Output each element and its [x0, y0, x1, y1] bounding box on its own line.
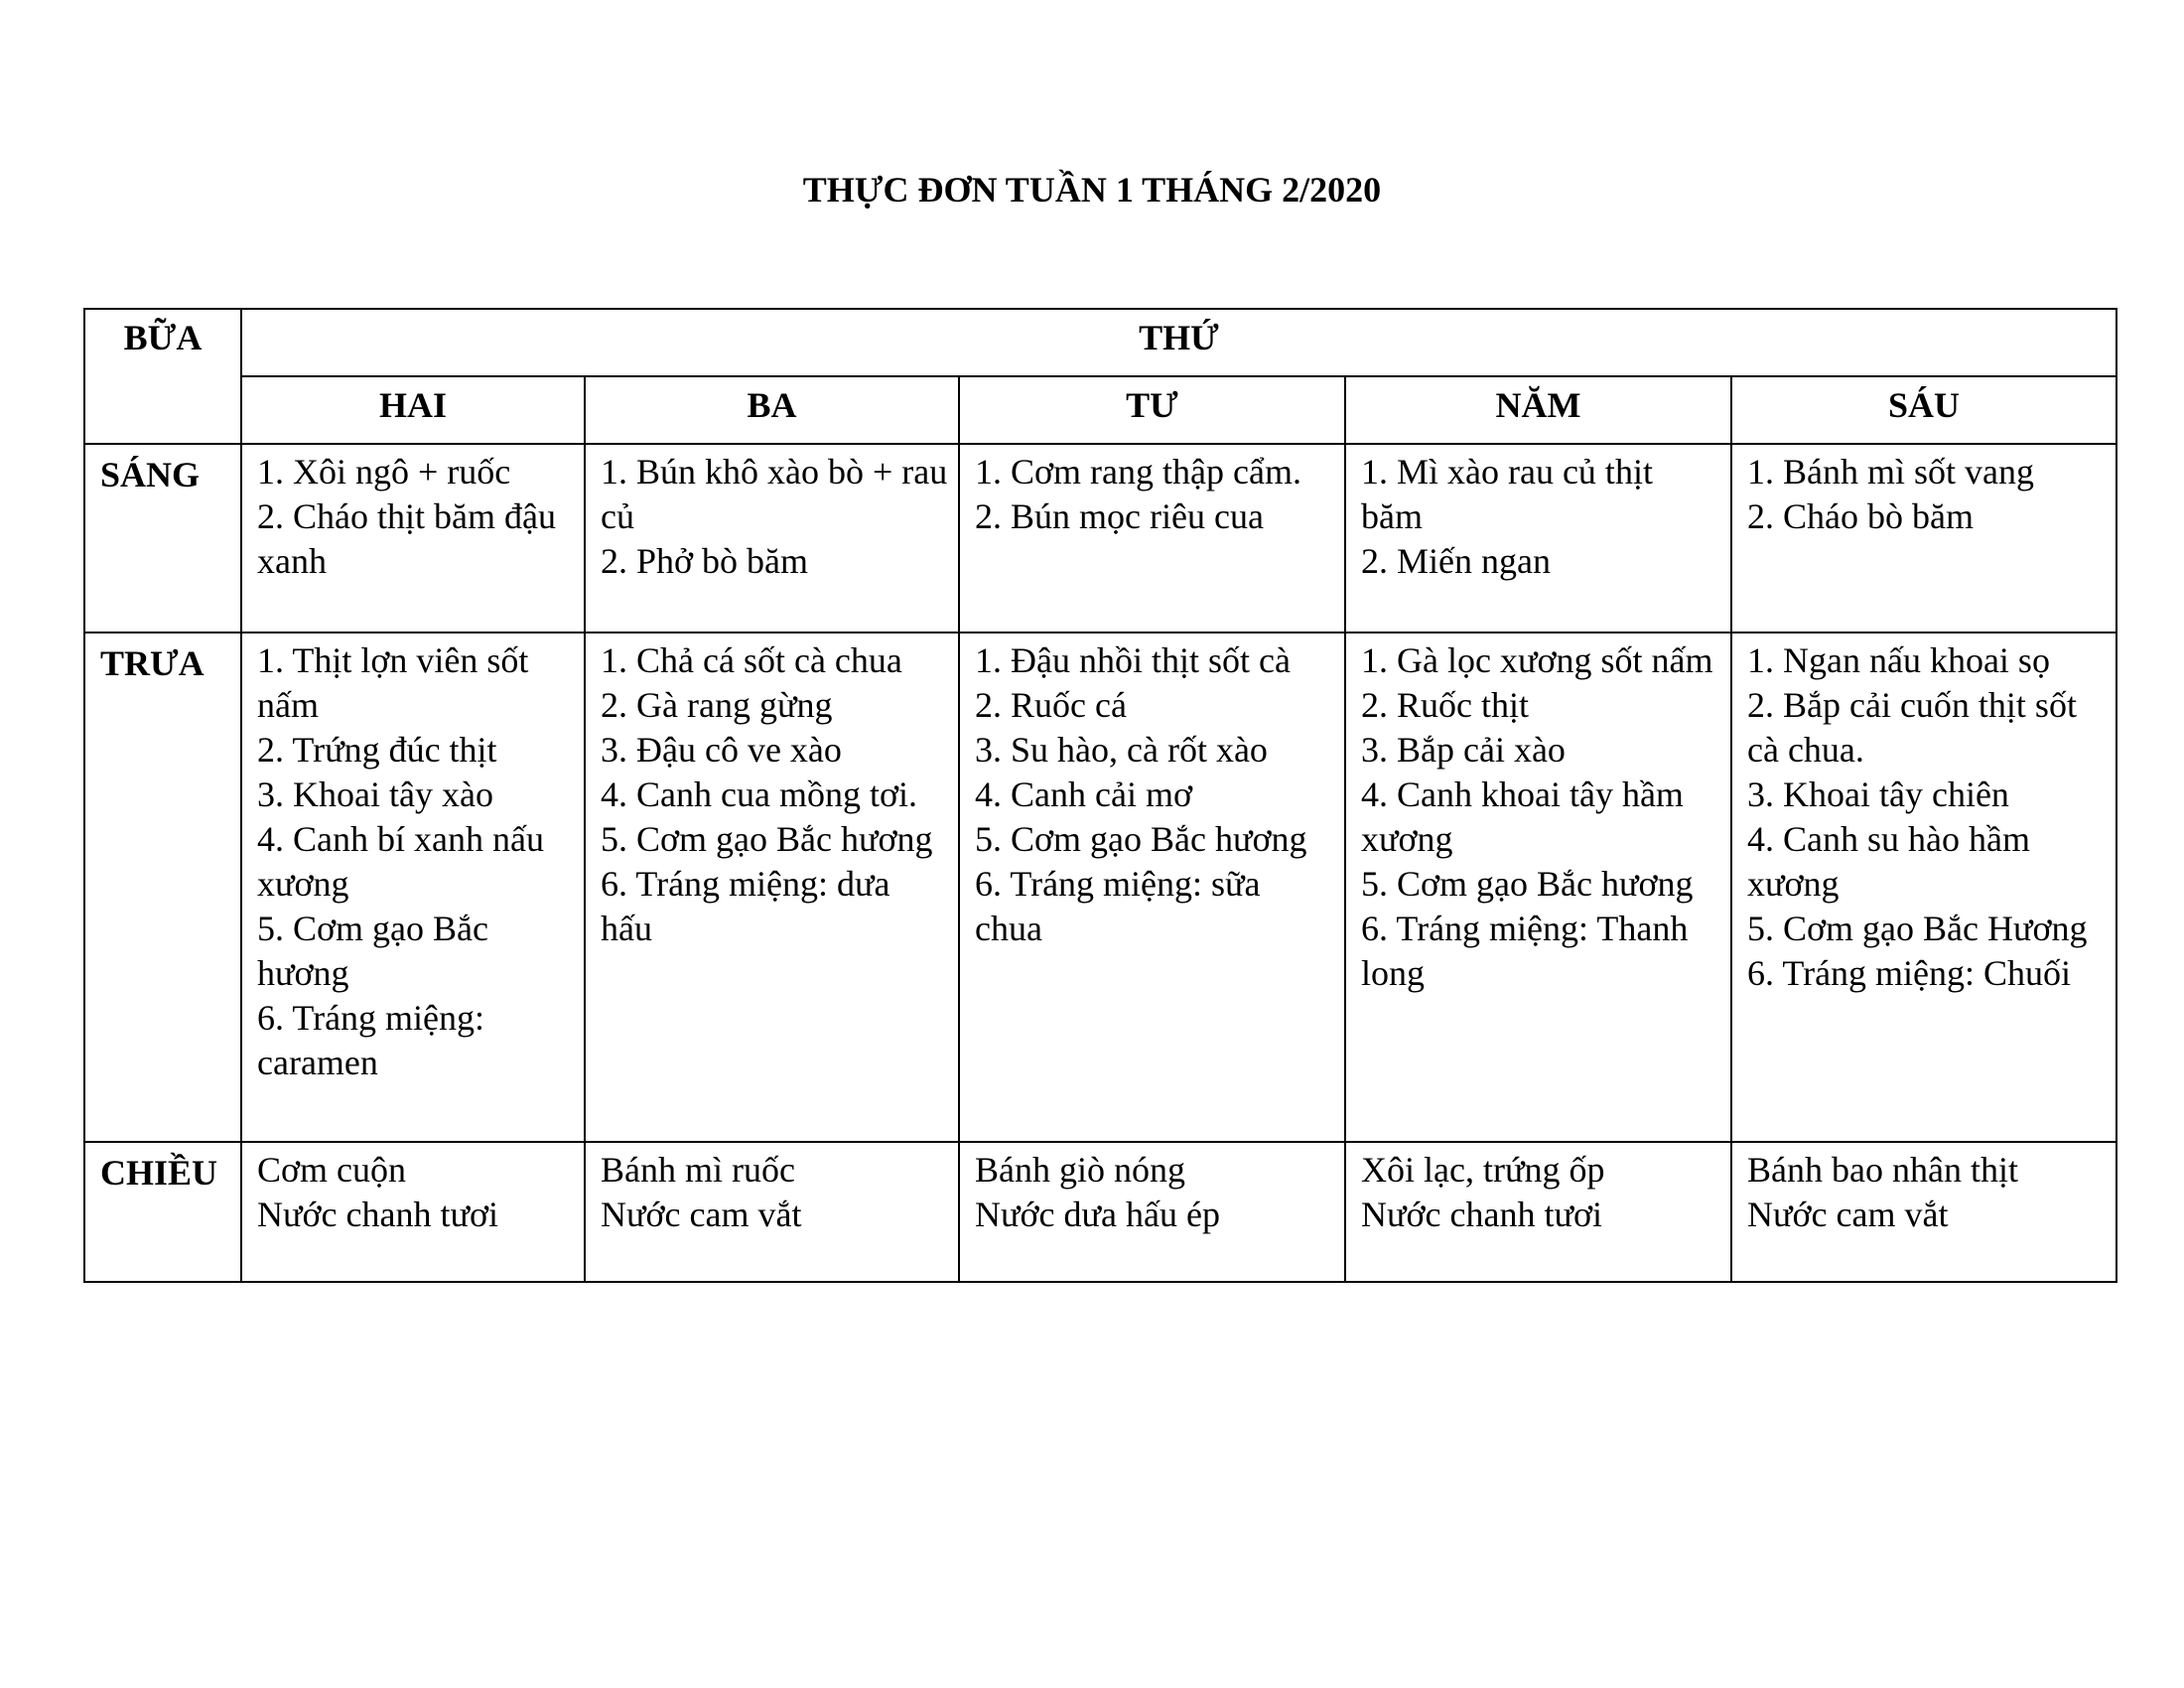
menu-item: 1. Chả cá sốt cà chua [601, 640, 902, 680]
menu-item: 2. Ruốc thịt [1361, 685, 1529, 725]
menu-item: 1. Thịt lợn viên sốt nấm [257, 640, 529, 725]
menu-cell [241, 444, 585, 633]
menu-item: Nước cam vắt [1747, 1195, 1949, 1234]
menu-item: 1. Đậu nhồi thịt sốt cà [975, 640, 1291, 680]
menu-cell [1345, 1142, 1731, 1282]
menu-item: 4. Canh su hào hầm xương [1747, 819, 2030, 904]
menu-cell [1731, 633, 2116, 1142]
menu-item: 6. Tráng miệng: sữa chua [975, 864, 1261, 948]
menu-item: 2. Phở bò băm [601, 541, 809, 581]
menu-item: Xôi lạc, trứng ốp [1361, 1150, 1605, 1190]
menu-item: 2. Ruốc cá [975, 685, 1127, 725]
meal-label: SÁNG [84, 444, 241, 633]
menu-cell [585, 444, 959, 633]
menu-item: Bánh bao nhân thịt [1747, 1150, 2018, 1190]
menu-cell [241, 633, 585, 1142]
meal-label: TRƯA [84, 633, 241, 1142]
menu-cell [959, 1142, 1345, 1282]
menu-item: 2. Bún mọc riêu cua [975, 496, 1264, 536]
menu-item: 1. Cơm rang thập cẩm. [975, 452, 1301, 492]
menu-item: 5. Cơm gạo Bắc Hương [1747, 909, 2088, 948]
day-header-hai: HAI [241, 376, 585, 444]
weekly-menu-table [83, 308, 2117, 1283]
menu-item: Cơm cuộn [257, 1150, 407, 1190]
menu-item: 1. Ngan nấu khoai sọ [1747, 640, 2050, 680]
menu-item: Nước chanh tươi [257, 1195, 499, 1234]
menu-item: 3. Khoai tây xào [257, 774, 493, 814]
menu-item: Nước dưa hấu ép [975, 1195, 1220, 1234]
header-row-top [84, 309, 2116, 376]
menu-item: 1. Mì xào rau củ thịt băm [1361, 452, 1653, 536]
page-title: THỰC ĐƠN TUẦN 1 THÁNG 2/2020 [802, 170, 1382, 210]
menu-cell [1731, 1142, 2116, 1282]
day-header-nam: NĂM [1345, 376, 1731, 444]
day-header-sau: SÁU [1731, 376, 2116, 444]
header-row-days [84, 376, 2116, 444]
day-group-header: THỨ [241, 309, 2116, 376]
menu-item: 1. Bánh mì sốt vang [1747, 452, 2034, 492]
menu-cell [585, 1142, 959, 1282]
menu-item: 1. Xôi ngô + ruốc [257, 452, 511, 492]
menu-cell [959, 633, 1345, 1142]
menu-item: 1. Gà lọc xương sốt nấm [1361, 640, 1713, 680]
menu-item: 4. Canh bí xanh nấu xương [257, 819, 544, 904]
meal-column-header: BỮA [84, 309, 241, 444]
menu-item: 4. Canh khoai tây hầm xương [1361, 774, 1684, 859]
menu-item: 5. Cơm gạo Bắc hương [257, 909, 488, 993]
day-header-ba: BA [585, 376, 959, 444]
menu-item: 2. Miến ngan [1361, 541, 1551, 581]
meal-row-trua [84, 633, 2116, 1142]
menu-item: 3. Đậu cô ve xào [601, 730, 842, 770]
menu-cell [585, 633, 959, 1142]
menu-item: Bánh giò nóng [975, 1150, 1185, 1190]
menu-item: 3. Su hào, cà rốt xào [975, 730, 1268, 770]
menu-cell [1345, 633, 1731, 1142]
menu-cell [959, 444, 1345, 633]
menu-item: 2. Bắp cải cuốn thịt sốt cà chua. [1747, 685, 2077, 770]
menu-cell [1345, 444, 1731, 633]
menu-item: 1. Bún khô xào bò + rau củ [601, 452, 948, 536]
menu-item: 5. Cơm gạo Bắc hương [1361, 864, 1694, 904]
meal-label: CHIỀU [84, 1142, 241, 1282]
meal-row-sang [84, 444, 2116, 633]
menu-item: 6. Tráng miệng: Chuối [1747, 953, 2072, 993]
menu-item: Bánh mì ruốc [601, 1150, 795, 1190]
menu-cell [1731, 444, 2116, 633]
menu-item: 2. Cháo thịt băm đậu xanh [257, 496, 556, 581]
menu-item: 4. Canh cải mơ [975, 774, 1192, 814]
meal-row-chieu [84, 1142, 2116, 1282]
menu-item: 2. Cháo bò băm [1747, 496, 1974, 536]
menu-item: 5. Cơm gạo Bắc hương [601, 819, 933, 859]
menu-item: 6. Tráng miệng: Thanh long [1361, 909, 1689, 993]
menu-item: 2. Trứng đúc thịt [257, 730, 497, 770]
menu-item: 4. Canh cua mồng tơi. [601, 774, 917, 814]
menu-item: 2. Gà rang gừng [601, 685, 833, 725]
menu-item: Nước chanh tươi [1361, 1195, 1603, 1234]
menu-item: 3. Khoai tây chiên [1747, 774, 2009, 814]
menu-item: 6. Tráng miệng: caramen [257, 998, 485, 1082]
menu-item: 3. Bắp cải xào [1361, 730, 1566, 770]
menu-cell [241, 1142, 585, 1282]
menu-item: Nước cam vắt [601, 1195, 802, 1234]
menu-item: 5. Cơm gạo Bắc hương [975, 819, 1307, 859]
menu-item: 6. Tráng miệng: dưa hấu [601, 864, 890, 948]
day-header-tu: TƯ [959, 376, 1345, 444]
